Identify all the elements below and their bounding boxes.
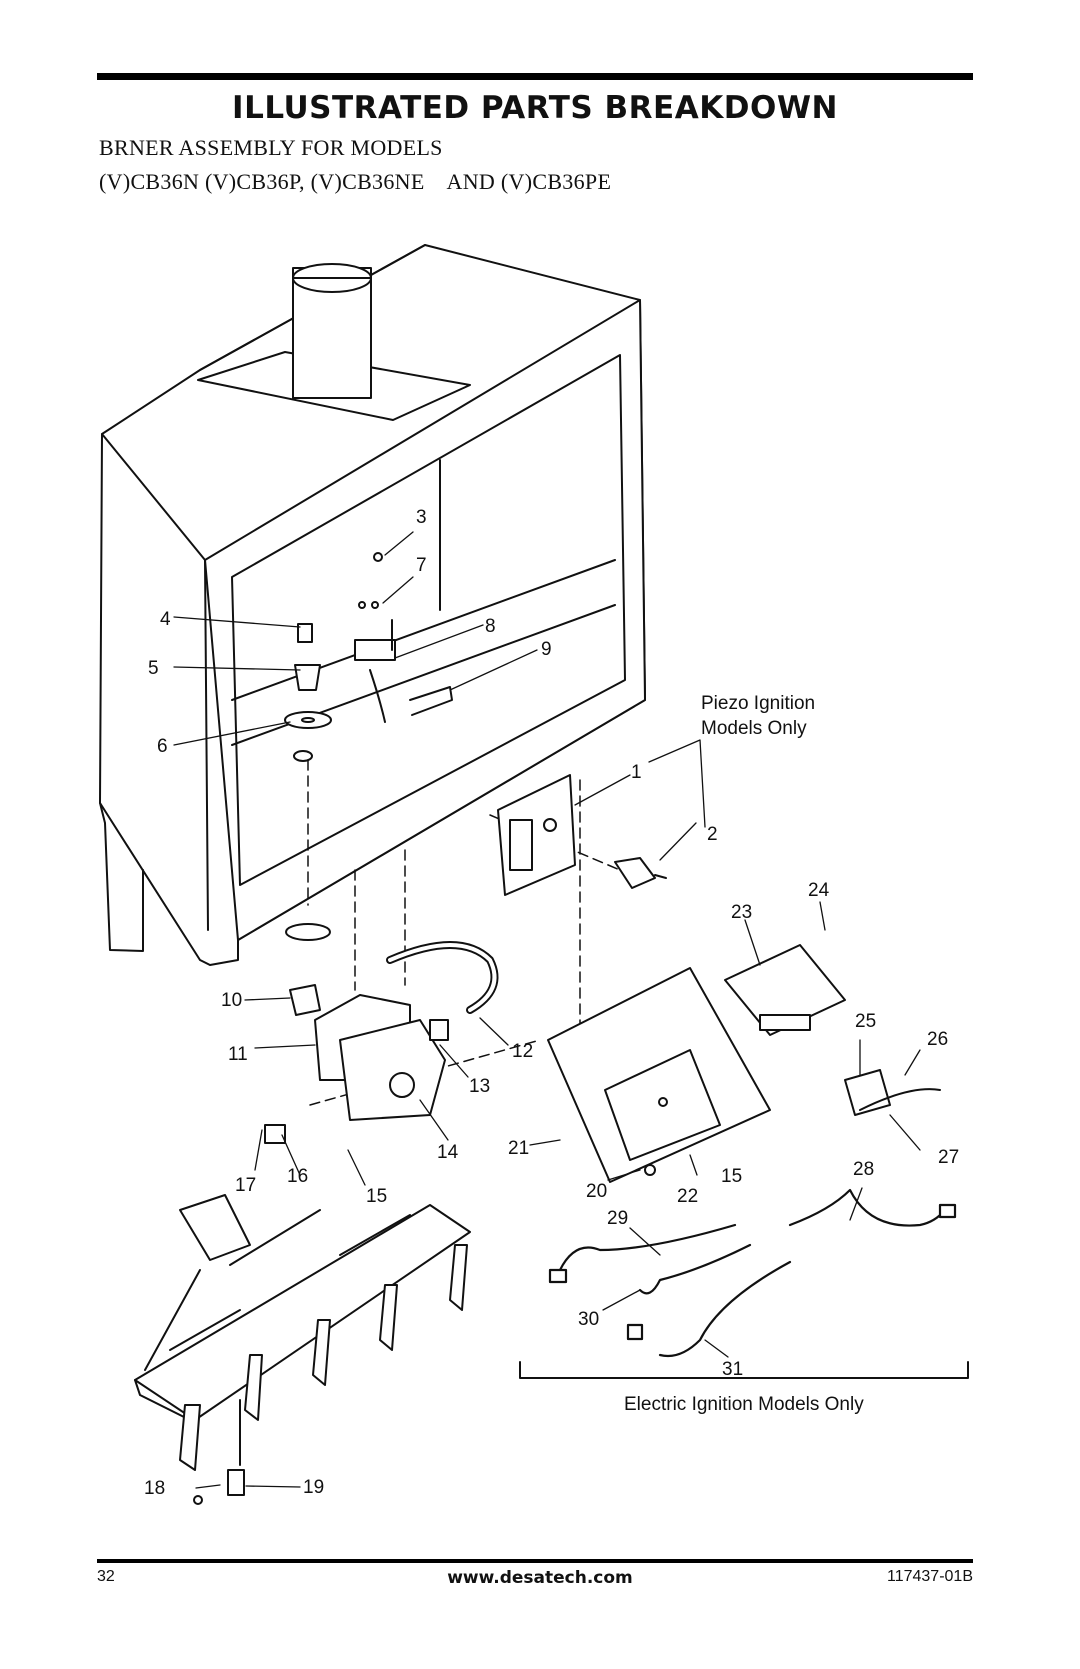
callout-20: 20: [586, 1181, 608, 1202]
callout-7: 7: [416, 555, 427, 576]
callout-13: 13: [469, 1076, 491, 1097]
callout-15: 15: [366, 1186, 388, 1207]
callout-1: 1: [631, 762, 642, 783]
note-electric-ignition: Electric Ignition Models Only: [624, 1394, 864, 1415]
burner-assembly: [135, 1195, 470, 1504]
page-number: 32: [97, 1568, 115, 1585]
electric-models-bracket: [520, 1362, 968, 1378]
callout-26: 26: [927, 1029, 949, 1050]
callout-3: 3: [416, 507, 427, 528]
callout-10: 10: [221, 990, 243, 1011]
callout-9: 9: [541, 639, 552, 660]
subtitle-line-1: BRNER ASSEMBLY FOR MODELS: [99, 135, 443, 160]
callout-2: 2: [707, 824, 718, 845]
callout-31: 31: [722, 1359, 744, 1380]
callout-27: 27: [938, 1147, 960, 1168]
callout-11: 11: [228, 1044, 248, 1065]
callout-23: 23: [731, 902, 753, 923]
bottom-rule: [97, 1559, 973, 1563]
page-title: ILLUSTRATED PARTS BREAKDOWN: [232, 90, 838, 126]
note-piezo-line-2: Models Only: [701, 718, 807, 739]
callout-28: 28: [853, 1159, 875, 1180]
callout-18: 18: [144, 1478, 166, 1499]
document-number: 117437-01B: [887, 1568, 973, 1585]
callout-16: 16: [287, 1166, 309, 1187]
piezo-ignition-parts: [498, 775, 666, 895]
subtitle-line-2: (V)CB36N (V)CB36P, (V)CB36NE AND (V)CB36PE: [99, 169, 612, 194]
callout-24: 24: [808, 880, 830, 901]
callout-8: 8: [485, 616, 496, 637]
callout-5: 5: [148, 658, 159, 679]
callout-19: 19: [303, 1477, 325, 1498]
callout-21: 21: [508, 1138, 530, 1159]
callout-17: 17: [235, 1175, 257, 1196]
callout-29: 29: [607, 1208, 629, 1229]
callout-14: 14: [437, 1142, 459, 1163]
callout-22: 22: [677, 1186, 699, 1207]
callout-25: 25: [855, 1011, 877, 1032]
website-link[interactable]: www.desatech.com: [447, 1568, 633, 1588]
gas-valve-assembly: [265, 924, 495, 1143]
callout-6: 6: [157, 736, 168, 757]
electric-ignition-parts: [548, 945, 940, 1182]
callout-30: 30: [578, 1309, 600, 1330]
callout-4: 4: [160, 609, 171, 630]
callout-15: 15: [721, 1166, 743, 1187]
callout-12: 12: [512, 1041, 534, 1062]
note-piezo-line-1: Piezo Ignition: [701, 693, 816, 714]
